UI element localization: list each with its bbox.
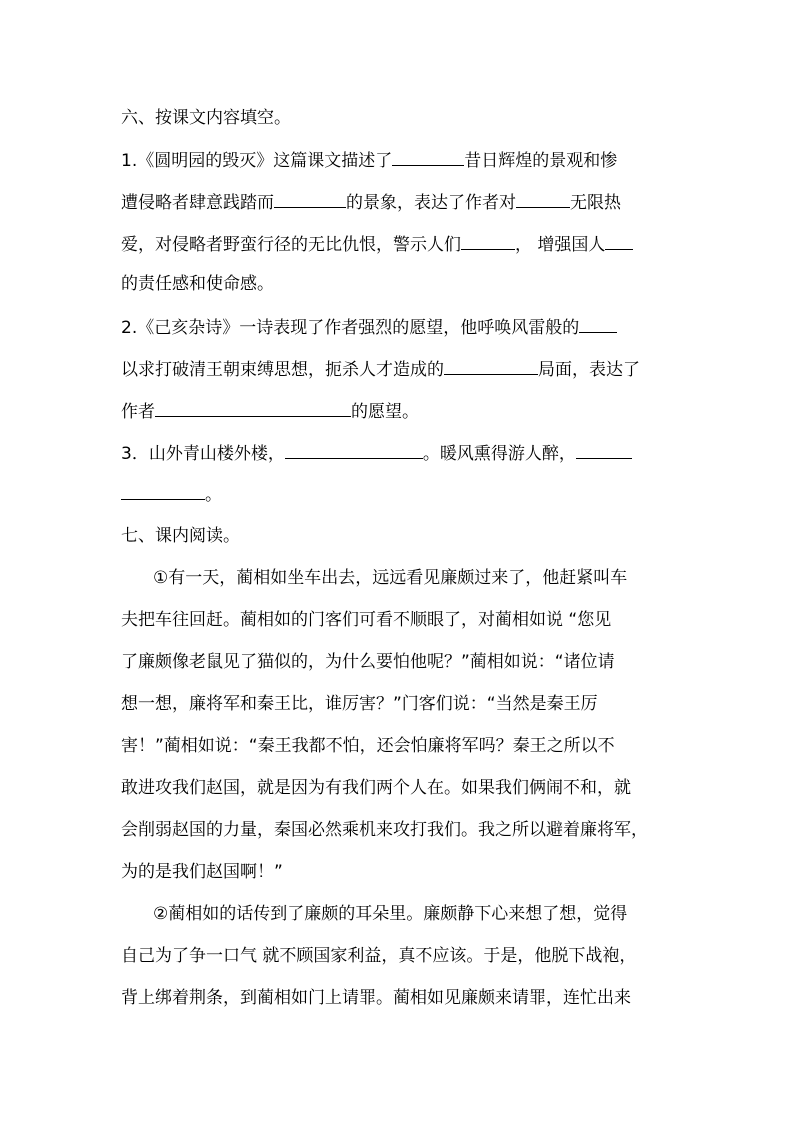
paragraph-line: 想一想，廉将军和秦王比，谁厉害？”门客们说：“当然是秦王厉: [121, 694, 598, 714]
question-3-line-2: [121, 482, 222, 507]
q2-text: 局面，表达了: [538, 360, 640, 380]
question-1-line-4: 的责任感和使命感。: [121, 274, 274, 294]
blank-field[interactable]: [576, 441, 632, 459]
paragraph-line: 为的是我们赵国啊！”: [121, 862, 283, 882]
q1-text: 无限热: [570, 193, 621, 213]
paragraph-line: 害！”蔺相如说：“秦王我都不怕，还会怕廉将军吗？秦王之所以不: [121, 736, 615, 756]
q2-text: 作者: [121, 402, 155, 422]
paragraph-line: 夫把车往回赶。蔺相如的门客们可看不顺眼了，对蔺相如说 “您见: [121, 610, 612, 630]
q3-text: 。: [205, 485, 222, 505]
blank-field[interactable]: [274, 190, 346, 208]
question-2-line-1: [121, 315, 617, 340]
paragraph-line: ①有一天，蔺相如坐车出去，远远看见廉颇过来了，他赶紧叫车: [153, 568, 628, 588]
question-1-line-3: [121, 232, 633, 257]
question-1-line-2: [121, 190, 621, 215]
blank-field[interactable]: [155, 399, 351, 417]
blank-field[interactable]: [285, 441, 423, 459]
q2-text: 的愿望。: [351, 402, 419, 422]
question-2-line-3: [121, 399, 419, 424]
blank-field[interactable]: [392, 148, 464, 166]
section-7-heading: 七、课内阅读。: [121, 526, 240, 546]
blank-field[interactable]: [461, 232, 515, 250]
question-3-line-1: [121, 441, 632, 466]
q1-text: 1.《圆明园的毁灭》这篇课文描述了: [121, 151, 393, 171]
blank-field[interactable]: [579, 315, 617, 333]
paragraph-line: 了廉颇像老鼠见了猫似的，为什么要怕他呢？”蔺相如说：“诸位请: [121, 652, 615, 672]
q1-text: ， 增强国人: [515, 235, 606, 255]
q3-text: 3．山外青山楼外楼，: [121, 444, 285, 464]
q2-text: 2.《己亥杂诗》一诗表现了作者强烈的愿望，他呼唤风雷般的: [121, 318, 580, 338]
blank-field[interactable]: [516, 190, 570, 208]
blank-field[interactable]: [605, 232, 633, 250]
paragraph-line: 自己为了争一口气 就不顾国家利益，真不应该。于是，他脱下战袍，: [121, 946, 637, 966]
q1-text: 爱，对侵略者野蛮行径的无比仇恨，警示人们: [121, 235, 461, 255]
q1-text: 遭侵略者肆意践踏而: [121, 193, 274, 213]
question-1-line-1: [121, 148, 617, 173]
section-6-heading: 六、按课文内容填空。: [121, 108, 291, 128]
q2-text: 以求打破清王朝束缚思想，扼杀人才造成的: [121, 360, 444, 380]
q3-text: 。暖风熏得游人醉，: [422, 444, 576, 464]
blank-field[interactable]: [121, 482, 205, 500]
question-2-line-2: [121, 357, 640, 382]
paragraph-line: 背上绑着荆条，到蔺相如门上请罪。蔺相如见廉颇来请罪，连忙出来: [121, 988, 631, 1008]
q1-text: 昔日辉煌的景观和惨: [464, 151, 618, 171]
q1-text: 的景象，表达了作者对: [346, 193, 516, 213]
blank-field[interactable]: [444, 357, 538, 375]
paragraph-line: 会削弱赵国的力量，秦国必然乘机来攻打我们。我之所以避着廉将军，: [121, 820, 648, 840]
paragraph-line: 敢进攻我们赵国，就是因为有我们两个人在。如果我们俩闹不和，就: [121, 778, 631, 798]
paragraph-line: ②蔺相如的话传到了廉颇的耳朵里。廉颇静下心来想了想，觉得: [153, 904, 628, 924]
